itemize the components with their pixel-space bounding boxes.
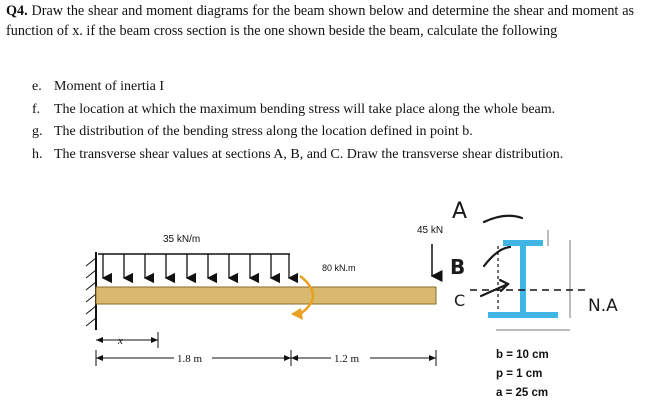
dim-right-label: 1.2 m bbox=[334, 353, 360, 365]
item-text: The transverse shear values at sections A, B, and C. Draw the transverse shear distribution. bbox=[54, 146, 564, 162]
question-label: Q4. bbox=[6, 3, 28, 19]
item-marker: g. bbox=[32, 124, 43, 139]
distributed-load bbox=[98, 254, 290, 278]
x-dimension bbox=[96, 332, 158, 348]
dim-left-label: 1.8 m bbox=[177, 353, 203, 365]
neutral-axis-label: N.A bbox=[588, 296, 618, 316]
dim-a: a = 25 cm bbox=[496, 387, 549, 399]
fixed-support bbox=[86, 252, 96, 330]
item-marker: e. bbox=[32, 79, 42, 94]
section-label-c: C bbox=[454, 291, 466, 310]
x-label: x bbox=[118, 335, 123, 347]
handwritten-annotations bbox=[481, 216, 522, 296]
question-body: Draw the shear and moment diagrams for the beam shown below and determine the shear and moment as function of x. if the beam cross section is the one shown beside the beam, calculate the following bbox=[6, 3, 635, 39]
section-label-a: A bbox=[452, 199, 468, 224]
item-marker: f. bbox=[32, 101, 41, 117]
item-text: Moment of inertia I bbox=[54, 79, 165, 94]
moment-label: 80 kN.m bbox=[322, 263, 356, 273]
section-label-b: B bbox=[450, 255, 466, 279]
item-text: The location at which the maximum bending stress will take place along the whole beam. bbox=[54, 101, 556, 117]
item-text: The distribution of the bending stress along the location defined in point b. bbox=[54, 124, 473, 139]
item-marker: h. bbox=[32, 146, 43, 162]
length-dimensions bbox=[96, 350, 436, 366]
cross-section bbox=[470, 230, 590, 330]
point-load-label: 45 kN bbox=[417, 225, 444, 236]
dim-b: b = 10 cm bbox=[496, 349, 549, 361]
distributed-load-label: 35 kN/m bbox=[163, 234, 201, 245]
beam bbox=[96, 287, 436, 304]
dim-p: p = 1 cm bbox=[496, 368, 543, 380]
